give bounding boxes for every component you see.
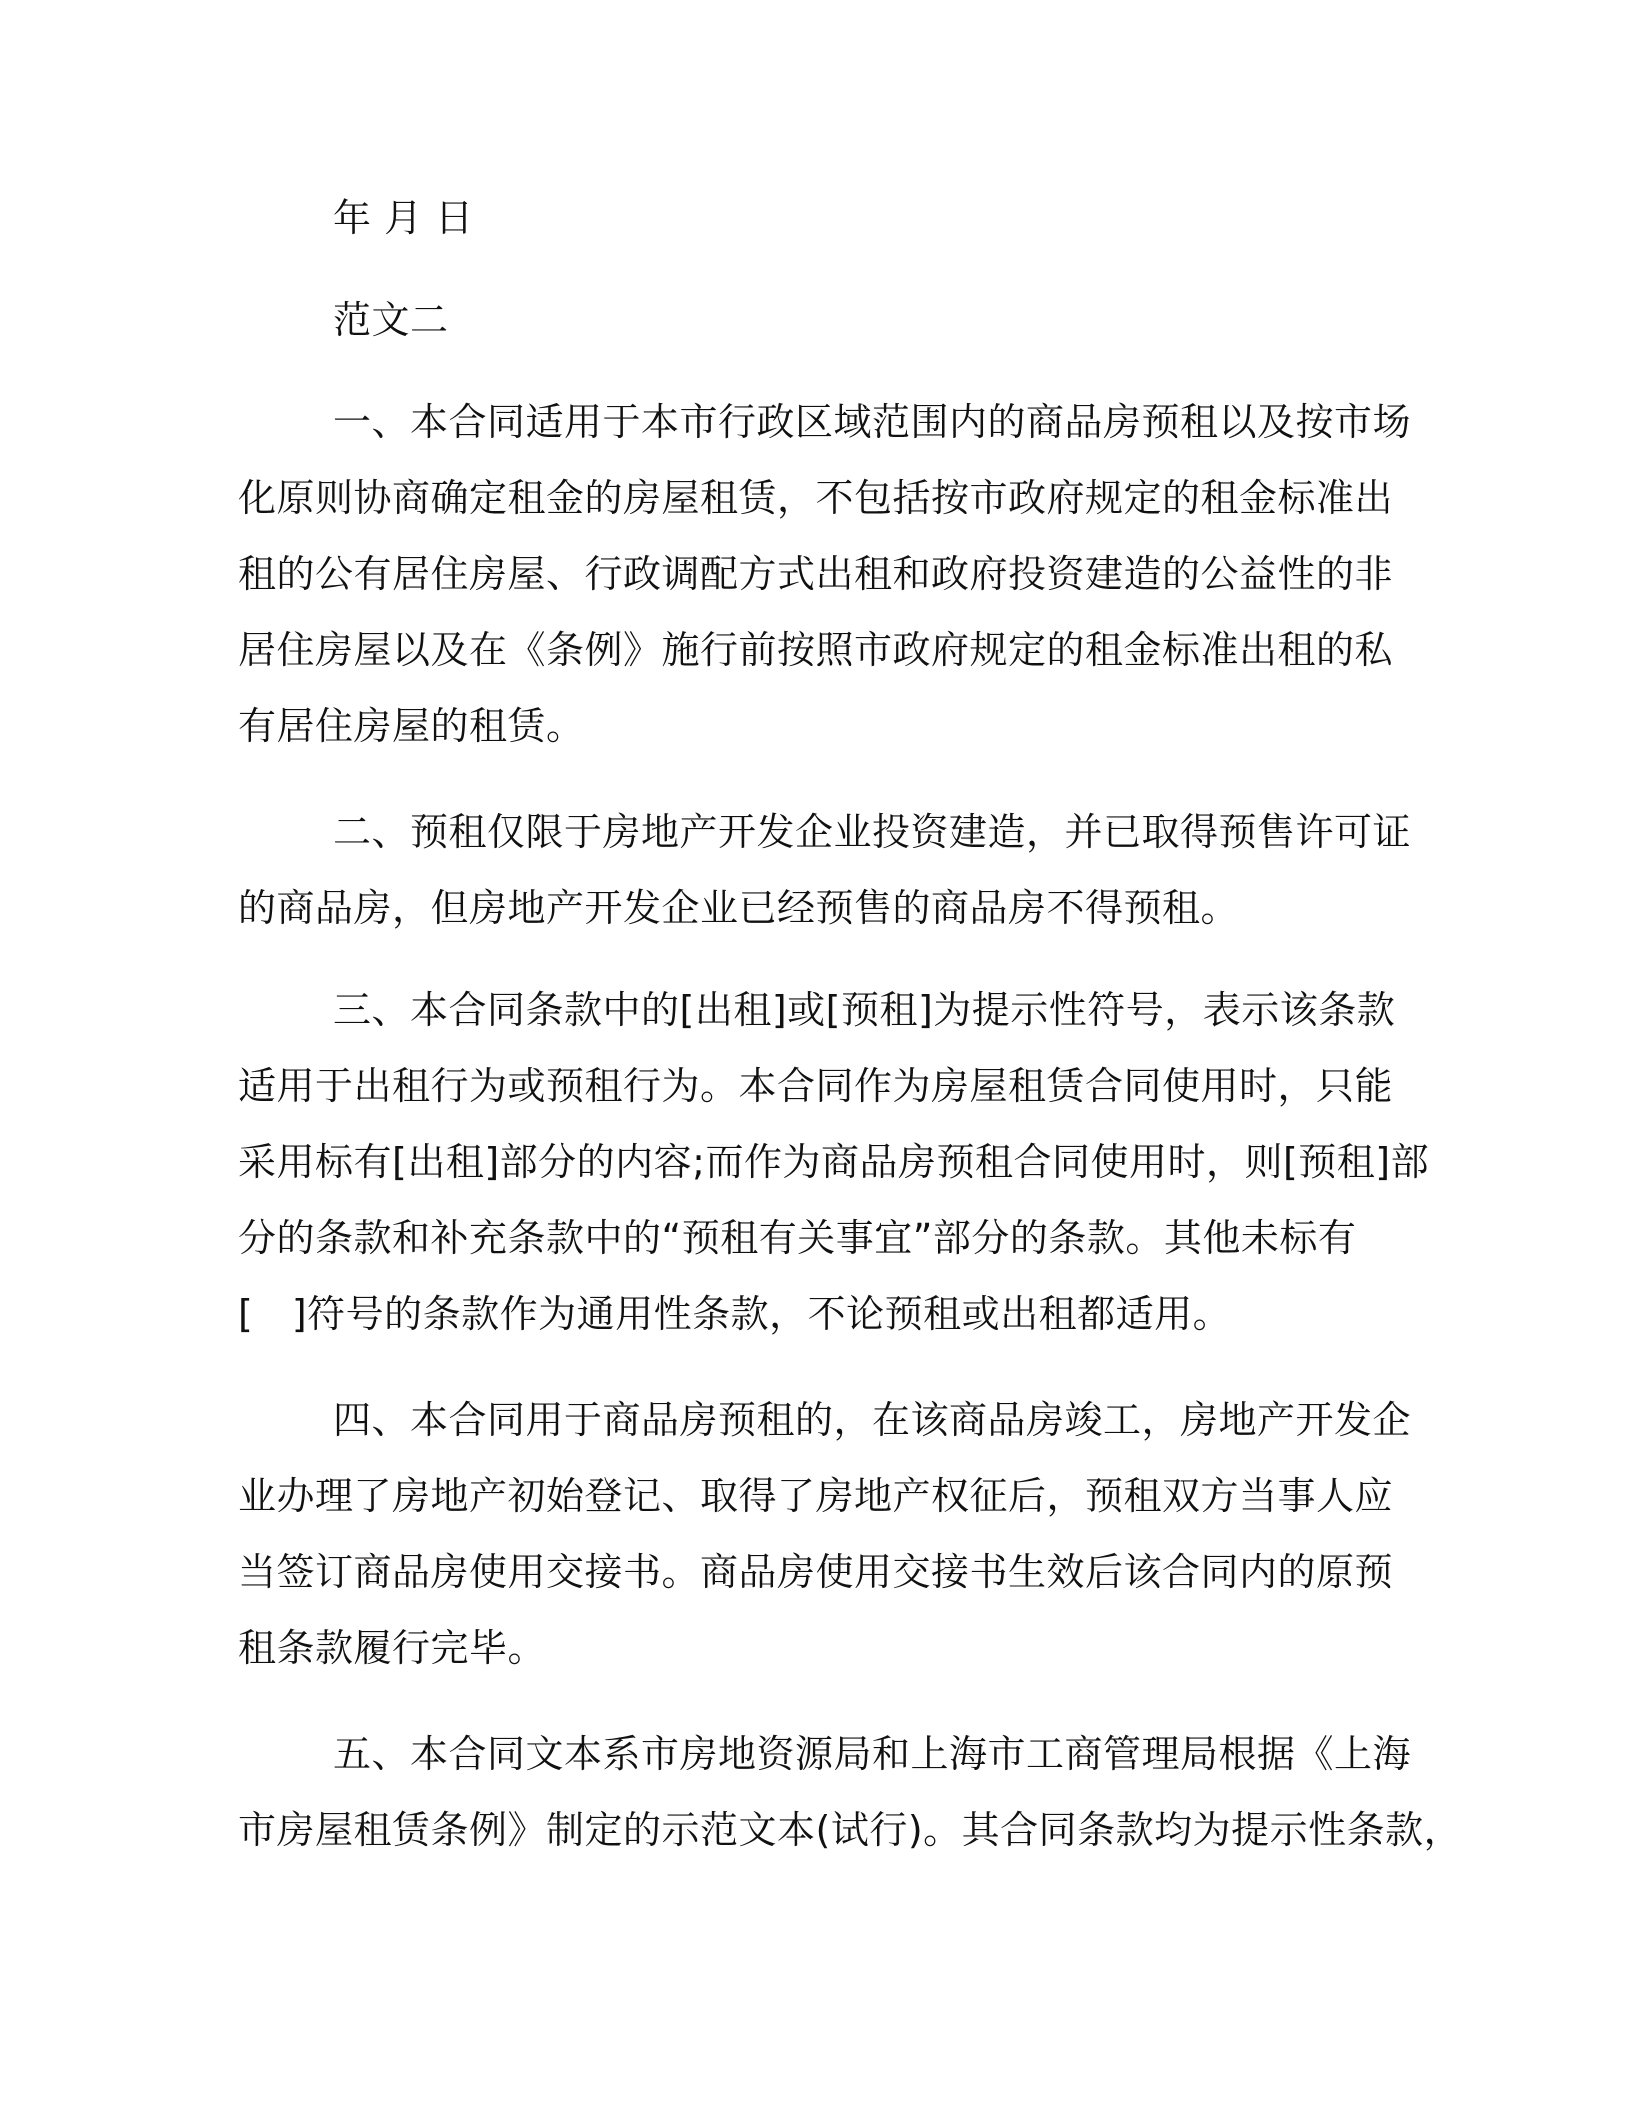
paragraph-line: 二、预租仅限于房地产开发企业投资建造，并已取得预售许可证 [333, 810, 1412, 854]
document-heading: 范文二 [333, 298, 449, 342]
paragraph-line: 市房屋租赁条例》制定的示范文本(试行)。其合同条款均为提示性条款， [238, 1808, 1463, 1852]
paragraph-line: 租条款履行完毕。 [238, 1626, 547, 1670]
paragraph-line: 化原则协商确定租金的房屋租赁，不包括按市政府规定的租金标准出 [238, 476, 1394, 520]
paragraph-line: 当签订商品房使用交接书。商品房使用交接书生效后该合同内的原预 [238, 1550, 1394, 1594]
paragraph-line: 一、本合同适用于本市行政区域范围内的商品房预租以及按市场 [333, 400, 1412, 444]
paragraph-line: 的商品房，但房地产开发企业已经预售的商品房不得预租。 [238, 886, 1240, 930]
paragraph-line: 租的公有居住房屋、行政调配方式出租和政府投资建造的公益性的非 [238, 552, 1394, 596]
paragraph-line: [ ]符号的条款作为通用性条款，不论预租或出租都适用。 [238, 1292, 1232, 1336]
paragraph-line: 有居住房屋的租赁。 [238, 704, 585, 748]
paragraph-line: 适用于出租行为或预租行为。本合同作为房屋租赁合同使用时，只能 [238, 1064, 1394, 1108]
paragraph-line: 四、本合同用于商品房预租的，在该商品房竣工，房地产开发企 [333, 1398, 1412, 1442]
paragraph-line: 三、本合同条款中的[出租]或[预租]为提示性符号，表示该条款 [333, 988, 1396, 1032]
paragraph-line: 分的条款和补充条款中的“预租有关事宜”部分的条款。其他未标有 [238, 1216, 1357, 1260]
paragraph-line: 居住房屋以及在《条例》施行前按照市政府规定的租金标准出租的私 [238, 628, 1394, 672]
date-line: 年 月 日 [333, 196, 474, 240]
paragraph-line: 业办理了房地产初始登记、取得了房地产权征后，预租双方当事人应 [238, 1474, 1394, 1518]
paragraph-line: 采用标有[出租]部分的内容;而作为商品房预租合同使用时，则[预租]部 [238, 1140, 1430, 1184]
paragraph-line: 五、本合同文本系市房地资源局和上海市工商管理局根据《上海 [333, 1732, 1412, 1776]
